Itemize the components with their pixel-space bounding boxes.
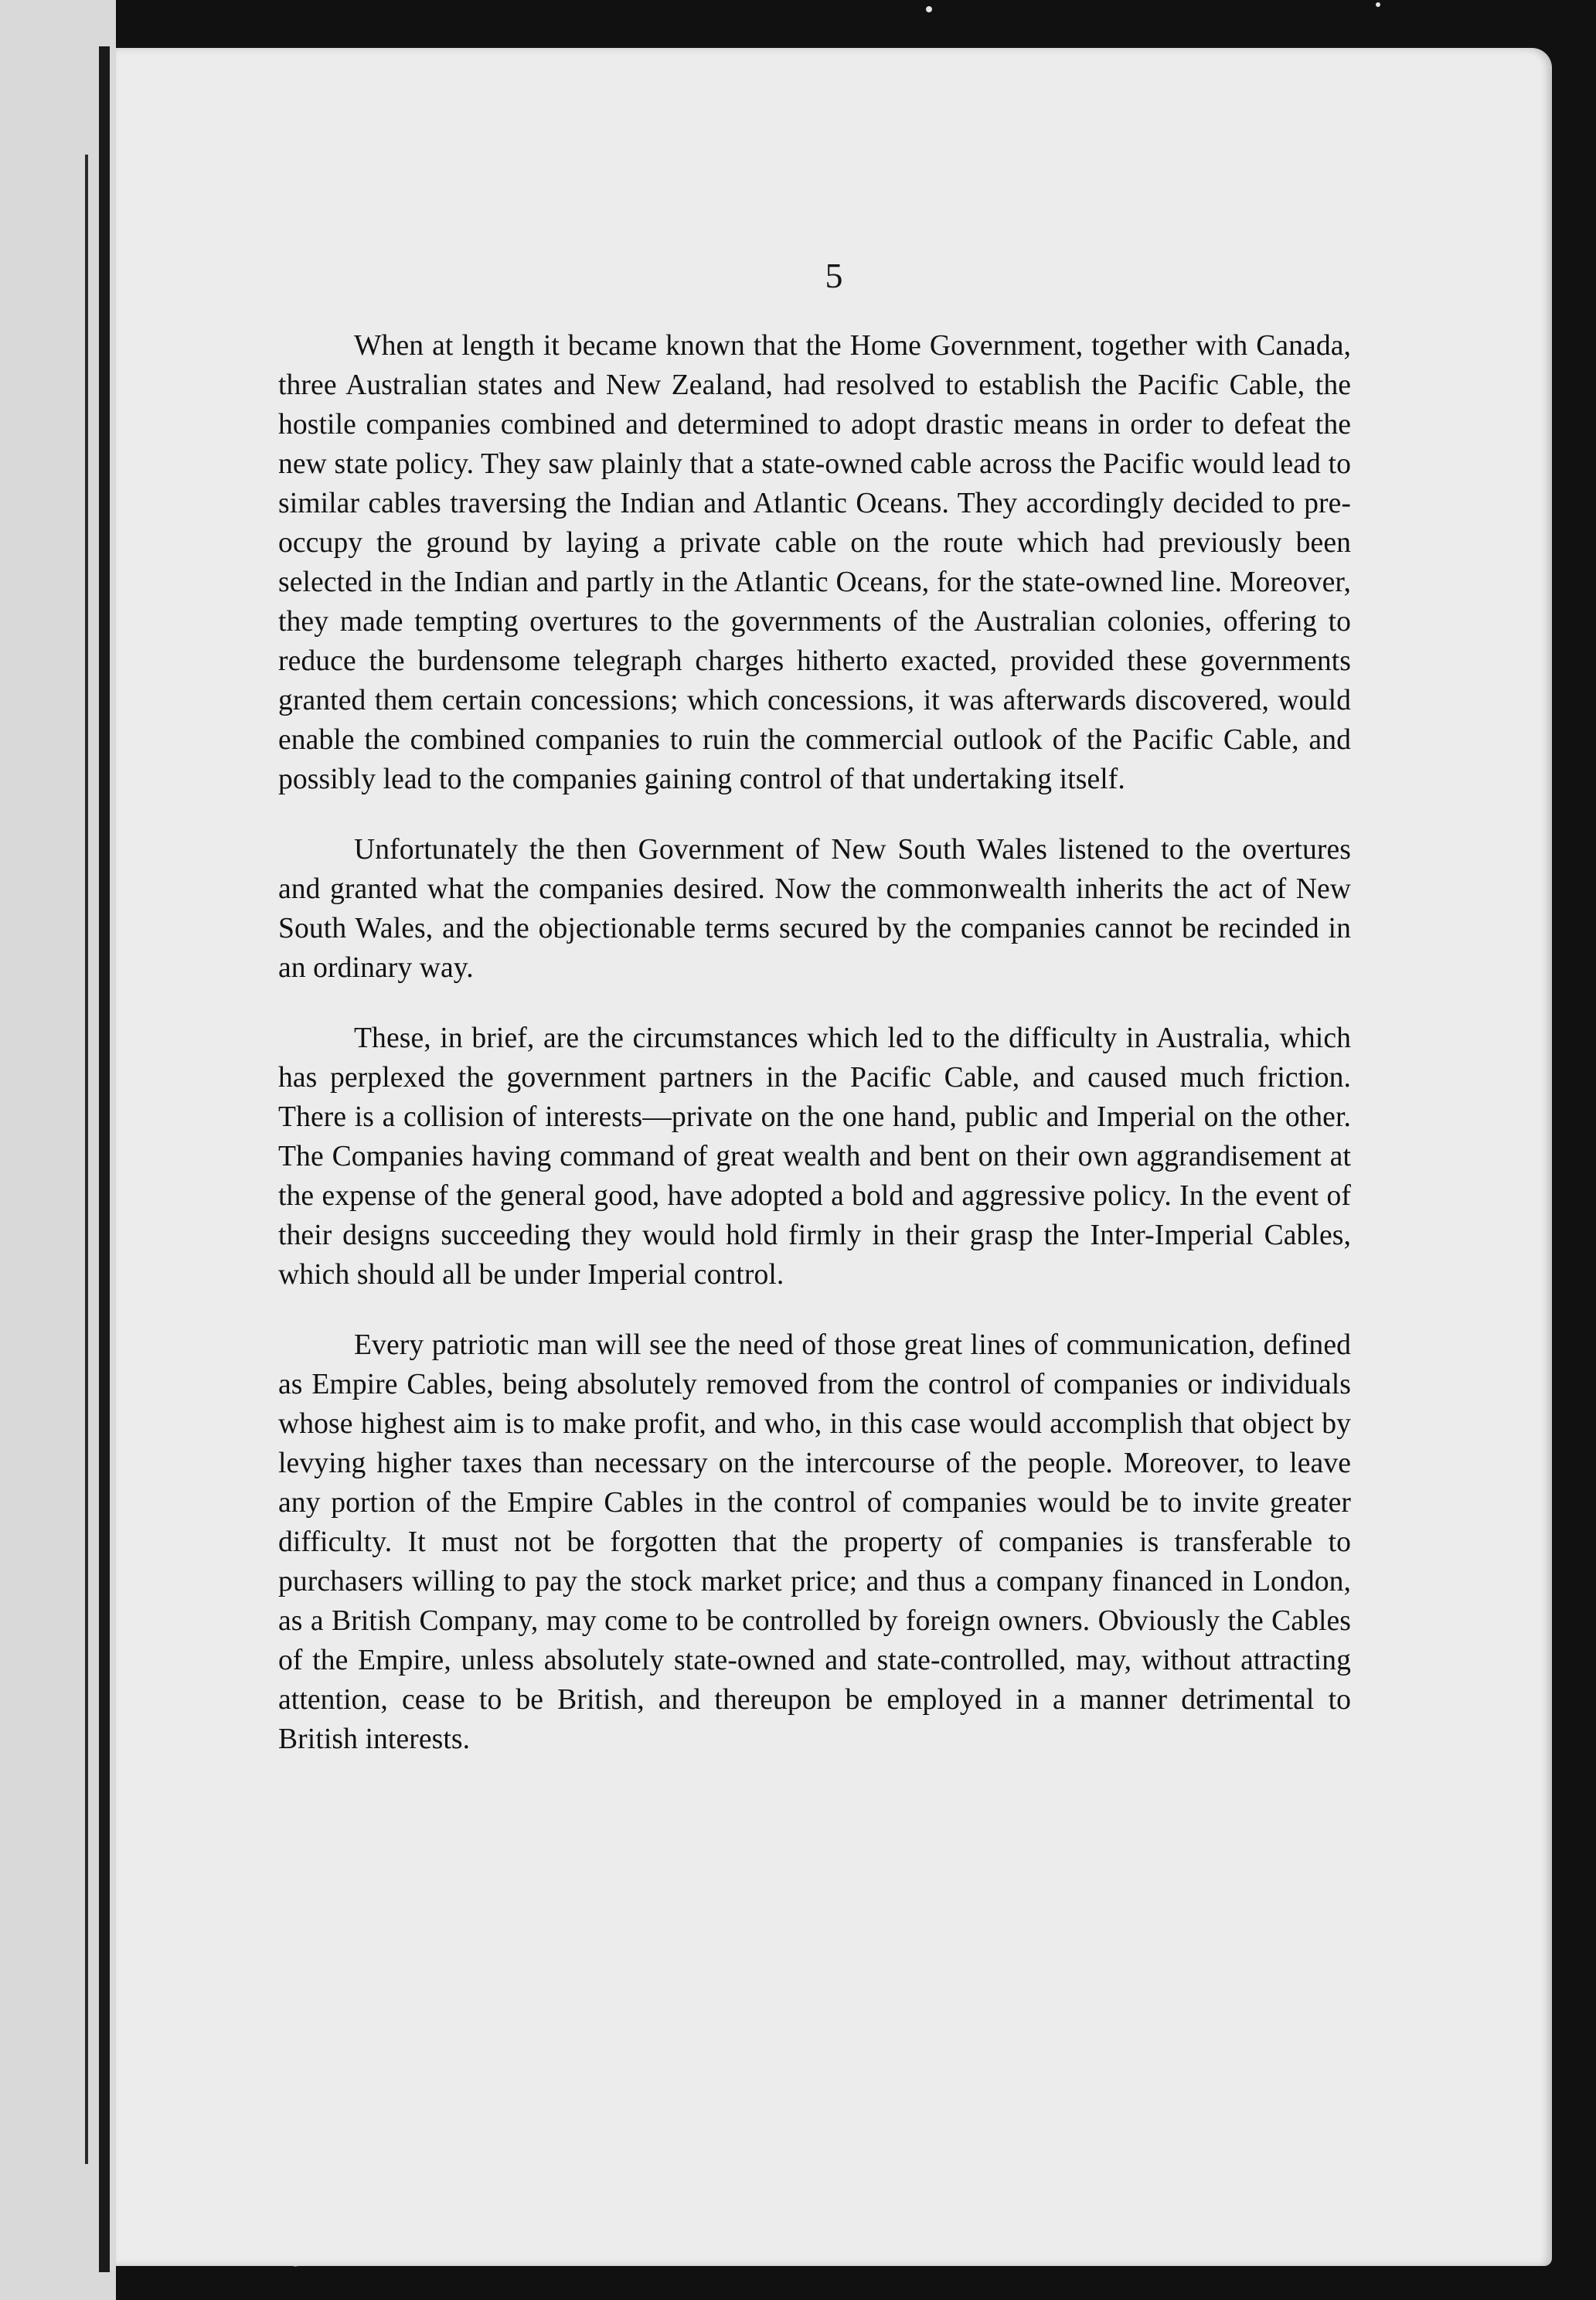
page-number: 5 — [825, 256, 843, 295]
book-page — [116, 48, 1552, 2266]
paragraph-pacific-cable-opposition: When at length it became known that the Home Government, together with Canada, three Australian states and New Zealand, had resolved to establish the Pacific Cable, the hostile companies combined and determined to adopt drastic means in order to defeat the new state policy. They saw plainly that a state-owned cable across the Pacific would lead to similar cables traversing the Indian and Atlantic Oceans. They accordingly decided to pre-occupy the ground by laying a private cable on the route which had previously been selected in the Indian and partly in the Atlantic Oceans, for the state-owned line. Moreover, they made tempting overtures to the governments of the Australian colonies, offering to reduce the burdensome telegraph charges hitherto exacted, provided these governments granted them certain concessions; which concessions, it was afterwards discovered, would enable the combined companies to ruin the commercial outlook of the Pacific Cable, and possibly lead to the companies gaining control of that undertaking itself. — [278, 330, 1351, 795]
paragraph-circumstances: These, in brief, are the circumstances which led to the difficulty in Australia, which has perplexed the government partners in the Pacific Cable, and caused much friction. There is a collision of interests—private on the one hand, public and Imperial on the other. The Companies having command of great wealth and bent on their own aggrandisement at the expense of the general good, have adopted a bold and aggressive policy. In the event of their designs succeeding they would hold firmly in their grasp the Inter-Imperial Cables, which should all be under Imperial control. — [278, 1022, 1351, 1291]
paragraph-new-south-wales: Unfortunately the then Government of New South Wales listened to the overtures and granted what the companies desired. Now the commonwealth inherits the act of New South Wales, and the objectionable terms secured by the companies cannot be recinded in an ordinary way. — [278, 834, 1351, 984]
paragraph-empire-cables: Every patriotic man will see the need of those great lines of communication, defined as Empire Cables, being absolutely removed from the control of companies or individuals whose highest aim is to make profit, and who, in this case would accomplish that object by levying higher taxes than necessary on the intercourse of the people. Moreover, to leave any portion of the Empire Cables in the control of companies would be to invite greater difficulty. It must not be forgotten that the property of companies is transferable to purchasers willing to pay the stock market price; and thus a company financed in London, as a British Company, may come to be controlled by foreign owners. Obviously the Cables of the Empire, unless absolutely state-owned and state-controlled, may, without attracting attention, cease to be British, and thereupon be employed in a manner detrimental to British interests. — [278, 1329, 1351, 1755]
dust-speck — [1376, 2, 1380, 7]
body-text — [278, 326, 1351, 1790]
adjacent-page-edge — [0, 0, 116, 2300]
binding-line — [85, 155, 88, 2164]
binding-shadow — [99, 46, 110, 2272]
dust-speck — [926, 6, 932, 12]
